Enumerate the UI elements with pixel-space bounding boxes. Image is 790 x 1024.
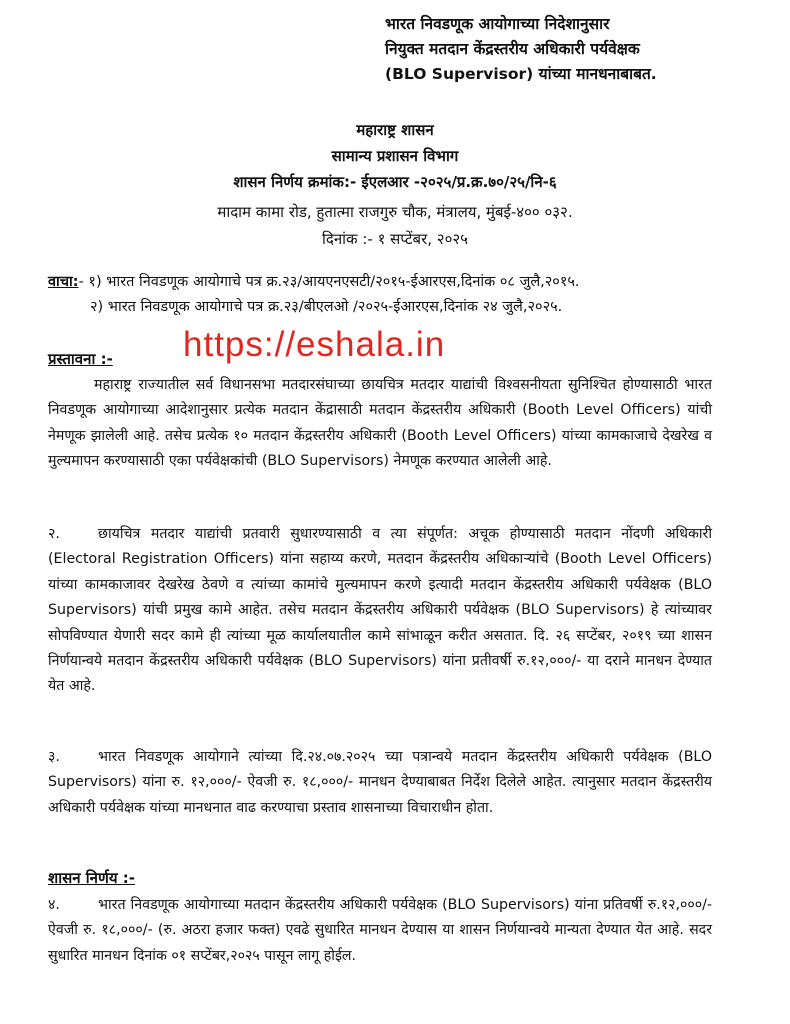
paragraph-1: महाराष्ट्र राज्यातील सर्व विधानसभा मतदारसंघाच्या छायचित्र मतदार याद्यांची विश्वसनीयता सुनिश्चित होण्यासाठी भारत निवडणूक आयोगाच्या आदेशानुसार प्रत्येक मतदान केंद्रासाठी मतदान केंद्रस्तरीय अधिकारी (Booth Level Officers) यांची नेमणूक झालेली आहे. तसेच प्रत्येक १० मतदान केंद्रस्तरीय अधिकारी (Booth Level Officers) यांच्या कामकाजाचे देखरेख व मुल्यमापन करण्यासाठी एका पर्यवेक्षकांची (BLO Supervisors) नेमणूक करण्यात आलेली आहे. — [48, 377, 712, 470]
reference-1-text: - १) भारत निवडणूक आयोगाचे पत्र क्र.२३/आयएनएसटी/२०१५-ईआरएस,दिनांक ०८ जुलै,२०१५. — [78, 274, 580, 290]
preamble-heading: प्रस्तावना :- — [48, 350, 113, 368]
subject-line-2: नियुक्त मतदान केंद्रस्तरीय अधिकारी पर्यवेक्षक — [385, 40, 640, 58]
paragraph-2-number: २. — [48, 526, 60, 542]
paragraph-4-text: भारत निवडणूक आयोगाच्या मतदान केंद्रस्तरीय अधिकारी पर्यवेक्षक (BLO Supervisors) यांना प्रतिवर्षी रु.१२,०००/- ऐवजी रु. १८,०००/- (रु. अठरा हजार फक्त) एवढे सुधारित मानधन देण्यास या शासन निर्णयान्वये मान्यता देण्यात येत आहे. सदर सुधारित मानधन दिनांक ०१ सप्टेंबर,२०२५ पासून लागू होईल. — [48, 897, 712, 964]
department-name: सामान्य प्रशासन विभाग — [331, 147, 459, 165]
subject-block — [385, 12, 780, 87]
subject-line-3: (BLO Supervisor) यांच्या मानधनाबाबत. — [385, 65, 657, 83]
paragraph-3 — [48, 745, 712, 821]
paragraph-3-text: भारत निवडणूक आयोगाने त्यांच्या दि.२४.०७.२०२५ च्या पत्रान्वये मतदान केंद्रस्तरीय अधिकारी पर्यवेक्षक (BLO Supervisors) यांना रु. १२,०००/- ऐवजी रु. १८,०००/- मानधन देण्याबाबत निर्देश दिलेले आहेत. त्यानुसार मतदान केंद्रस्तरीय अधिकारी पर्यवेक्षक यांच्या मानधनात वाढ करण्याचा प्रस्ताव शासनाच्या विचाराधीन होता. — [48, 749, 712, 816]
decision-heading: शासन निर्णय :- — [48, 869, 135, 887]
state-name: महाराष्ट्र शासन — [356, 121, 434, 139]
subject-line-1: भारत निवडणूक आयोगाच्या निदेशानुसार — [385, 15, 610, 33]
website-watermark: https://eshala.in — [183, 325, 446, 364]
office-address: मादाम कामा रोड, हुतात्मा राजगुरु चौक, मंत्रालय, मुंबई-४०० ०३२. — [217, 203, 573, 221]
references-label: वाचा: — [48, 274, 79, 290]
paragraph-3-number: ३. — [48, 749, 60, 765]
paragraph-4 — [48, 893, 712, 969]
resolution-number: शासन निर्णय क्रमांक:- ईएलआर -२०२५/प्र.क्र.७०/२५/नि-६ — [233, 173, 557, 191]
reference-1 — [48, 270, 580, 295]
references-block — [48, 270, 580, 320]
paragraph-2 — [48, 522, 712, 700]
reference-2: २) भारत निवडणूक आयोगाचे पत्र क्र.२३/बीएलओ /२०२५-ईआरएस,दिनांक २४ जुलै,२०२५. — [90, 299, 563, 315]
paragraph-2-text: छायचित्र मतदार याद्यांची प्रतवारी सुधारण्यासाठी व त्या संपूर्णत: अचूक होण्यासाठी मतदान नोंदणी अधिकारी (Electoral Registration Officers) यांना सहाय्य करणे, मतदान केंद्रस्तरीय अधिकाऱ्यांचे (Booth Level Officers) यांच्या कामकाजावर देखरेख ठेवणे व त्यांच्या कामांचे मुल्यमापन करणे इत्यादी मतदान केंद्रस्तरीय अधिकारी पर्यवेक्षक (BLO Supervisors) यांची प्रमुख कामे आहेत. तसेच मतदान केंद्रस्तरीय अधिकारी पर्यवेक्षक (BLO Supervisors) हे त्यांच्यावर सोपविण्यात येणारी सदर कामे ही त्यांच्या मूळ कार्यालयातील कामे सांभाळून करीत असतात. दि. २६ सप्टेंबर, २०१९ च्या शासन निर्णयान्वये मतदान केंद्रस्तरीय अधिकारी पर्यवेक्षक (BLO Supervisors) यांना प्रतीवर्षी रु.१२,०००/- या दराने मानधन देण्यात येत आहे. — [48, 526, 712, 695]
resolution-date: दिनांक :- १ सप्टेंबर, २०२५ — [322, 230, 468, 248]
paragraph-4-number: ४. — [48, 897, 60, 913]
